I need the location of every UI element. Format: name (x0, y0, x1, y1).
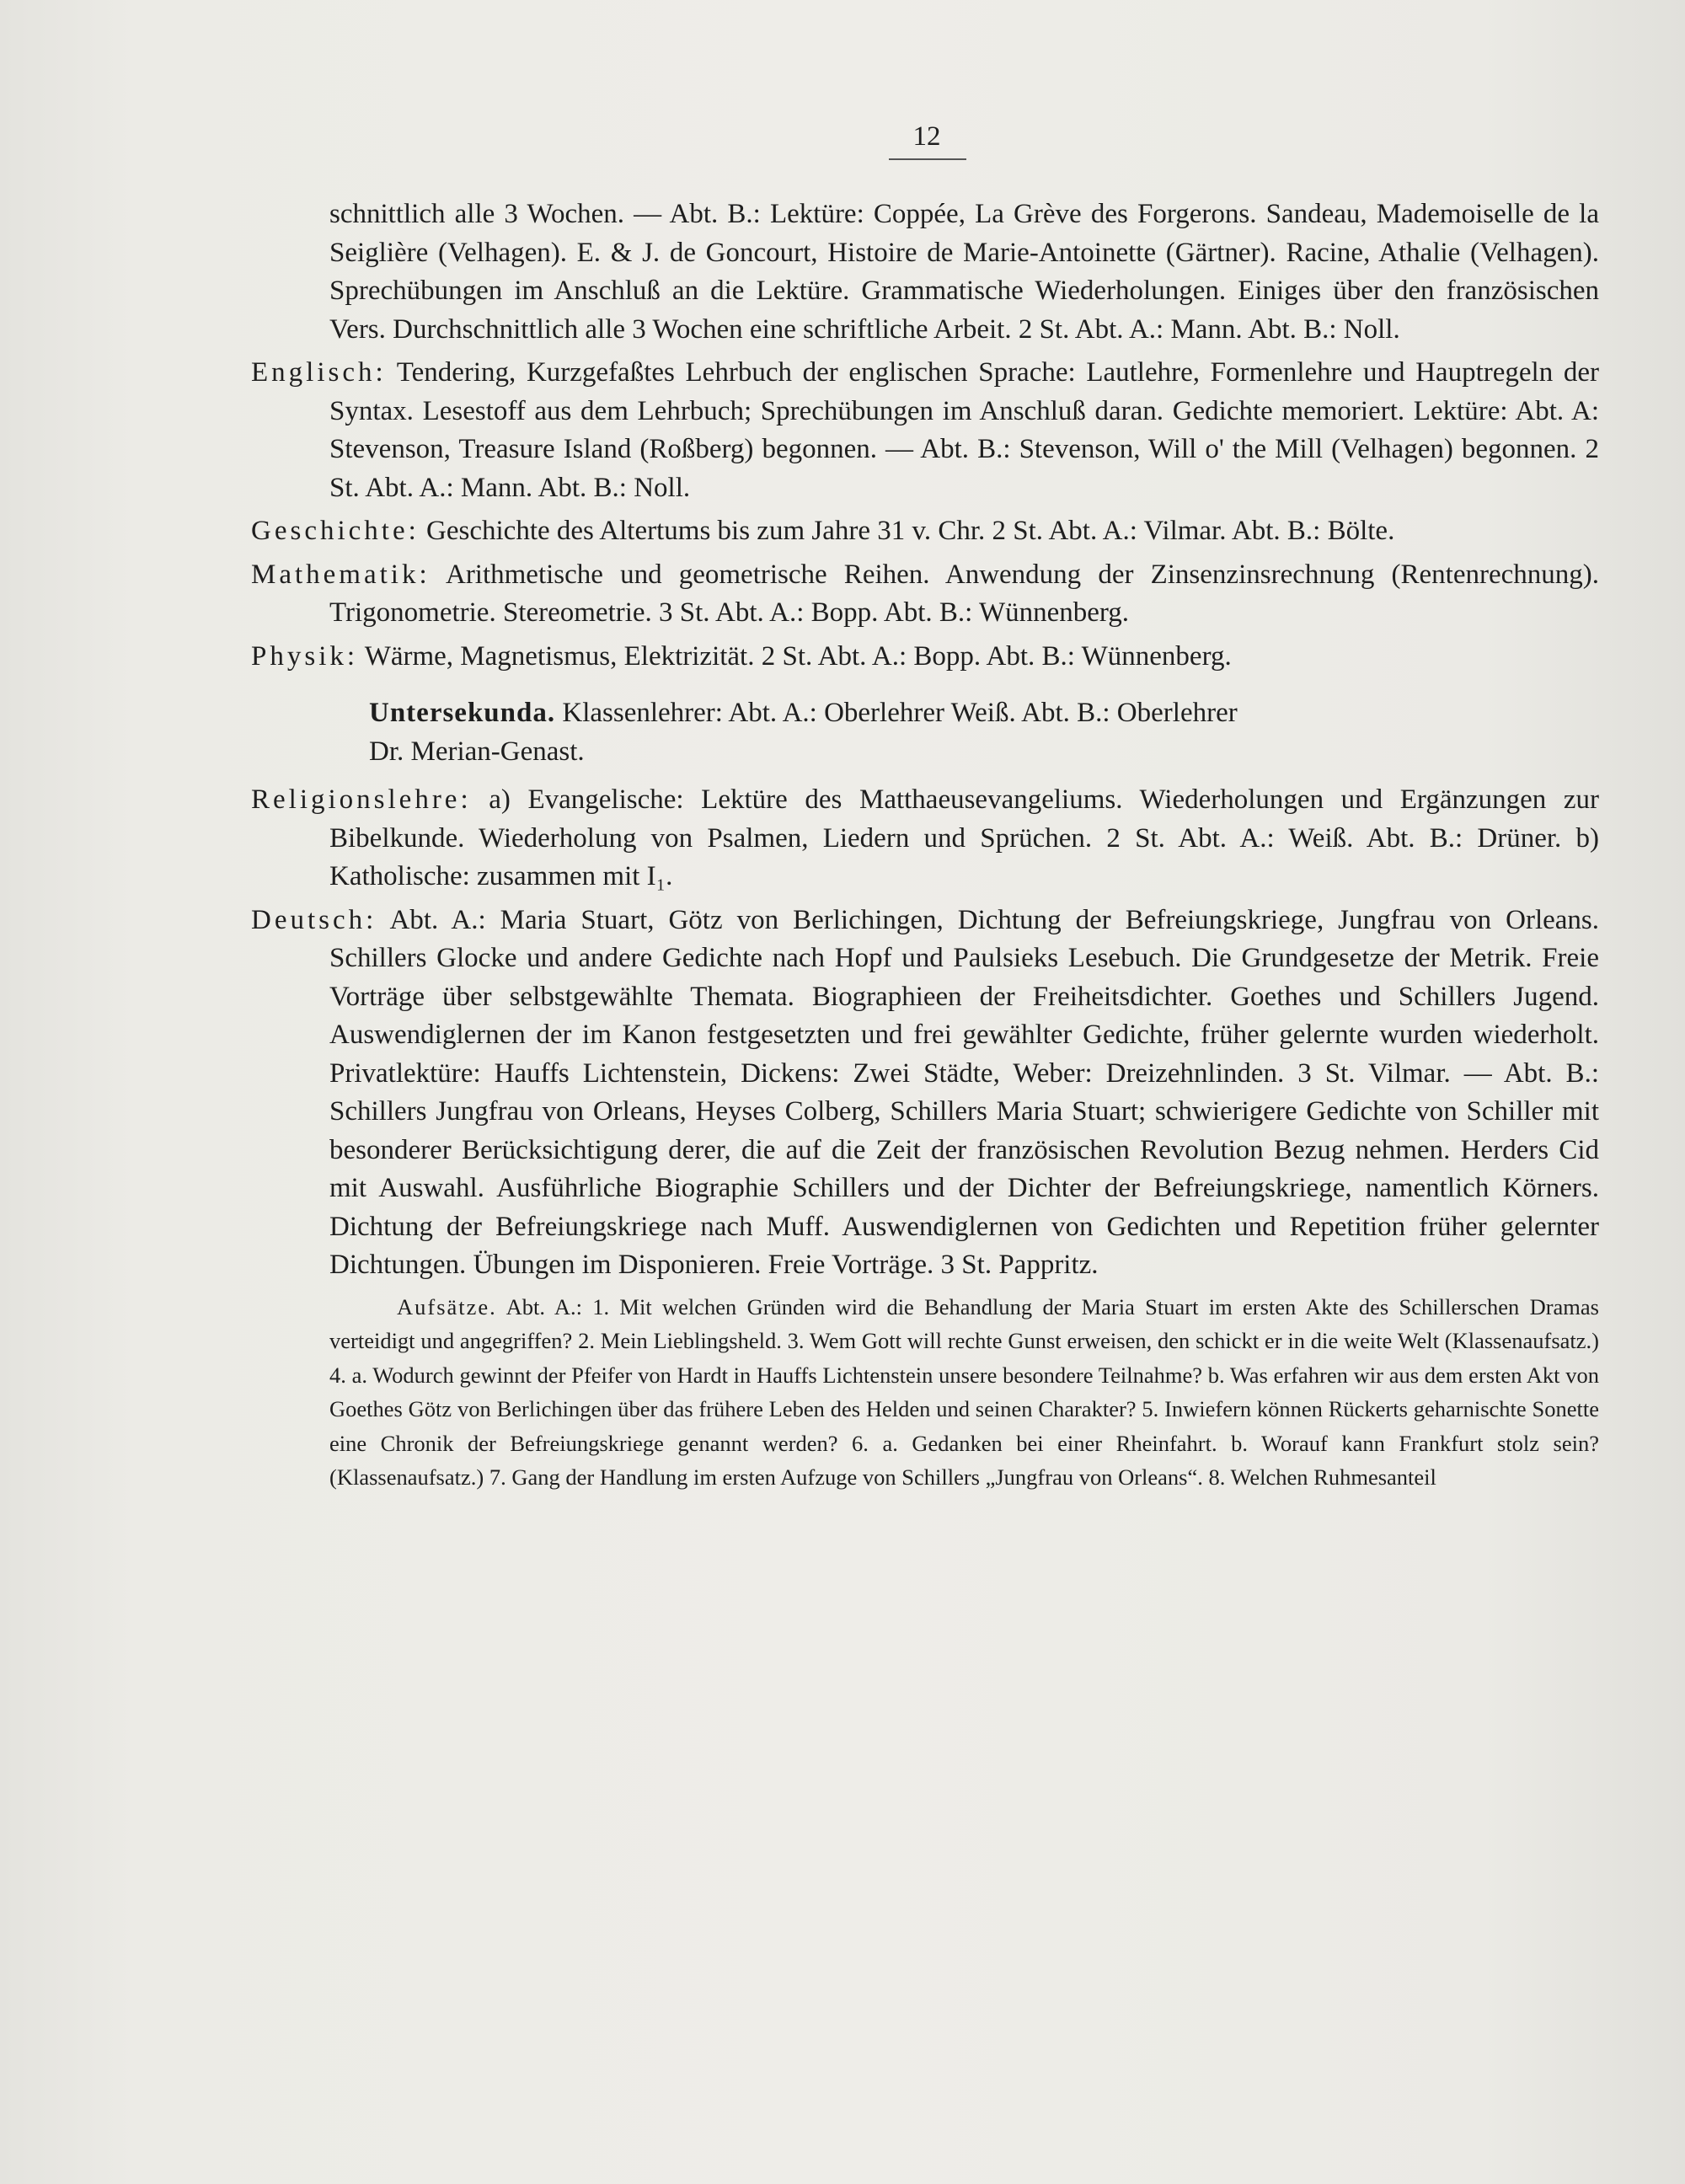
continuation-paragraph: schnittlich alle 3 Wochen. — Abt. B.: Lektüre: Coppée, La Grève des Forgerons. Sandeau, Mademoiselle de la Seiglière (Velhagen). E. & J. de Goncourt, Histoire de Marie-Antoinette (Gärtner). Racine, Athalie (Velhagen). Sprechübungen im Anschluß an die Lektüre. Grammatische Wiederholungen. Einiges über den französischen Vers. Durchschnittlich alle 3 Wochen eine schriftliche Arbeit. 2 St. Abt. A.: Mann. Abt. B.: Noll. (329, 199, 1599, 345)
subject-text: Arithmetische und geometrische Reihen. Anwendung der Zinsenzinsrechnung (Rentenrechnung). Trigonometrie. Stereometrie. 3 St. Abt. A.: Bopp. Abt. B.: Wünnenberg. (329, 559, 1599, 628)
class-teacher-line-2: Dr. Merian-Genast. (369, 736, 585, 767)
subject-englisch (251, 354, 1599, 507)
subject-heading: Religionslehre: (251, 784, 472, 815)
subject-text: a) Evangelische: Lektüre des Matthaeusevangeliums. Wiederholungen und Ergänzungen zur Bibelkunde. Wiederholung von Psalmen, Liedern und Sprüchen. 2 St. Abt. A.: Weiß. Abt. B.: Drüner. b) Katholische: zusammen mit I₁. (329, 784, 1599, 891)
aufsaetze-block (251, 1290, 1599, 1495)
page-number: 12 (912, 121, 941, 152)
subject-religionslehre (251, 781, 1599, 897)
subject-heading: Deutsch: (251, 904, 377, 935)
subject-mathematik (251, 556, 1599, 633)
subject-heading: Physik: (251, 640, 359, 672)
subject-heading: Geschichte: (251, 516, 420, 546)
subject-physik (251, 638, 1599, 677)
subject-text: Tendering, Kurzgefaßtes Lehrbuch der englischen Sprache: Lautlehre, Formenlehre und Hauptregeln der Syntax. Lesestoff aus dem Lehrbuch; Sprechübungen im Anschluß daran. Gedichte memoriert. Lektüre: Abt. A: Stevenson, Treasure Island (Roßberg) begonnen. — Abt. B.: Stevenson, Will o' the Mill (Velhagen) begonnen. 2 St. Abt. A.: Mann. Abt. B.: Noll. (329, 357, 1599, 503)
subject-text: Wärme, Magnetismus, Elektrizität. 2 St. Abt. A.: Bopp. Abt. B.: Wünnenberg. (364, 640, 1232, 672)
class-title: Untersekunda. (369, 698, 556, 728)
subject-heading: Mathematik: (251, 559, 431, 590)
subject-text: Abt. A.: Maria Stuart, Götz von Berlichingen, Dichtung der Befreiungskriege, Jungfrau von Orleans. Schillers Glocke und andere Gedichte nach Hopf und Paulsieks Lesebuch. Die Grundgesetze der Metrik. Freie Vorträge über selbstgewählte Themata. Biographieen der Freiheitsdichter. Goethes und Schillers Jugend. Auswendiglernen der im Kanon festgesetzten und frei gewählter Gedichte, früher gelernte wurden wiederholt. Privatlektüre: Hauffs Lichtenstein, Dickens: Zwei Städte, Weber: Dreizehnlinden. 3 St. Vilmar. — Abt. B.: Schillers Jungfrau von Orleans, Heyses Colberg, Schillers Maria Stuart; schwierigere Gedichte von Schiller mit besonderer Berücksichtigung derer, die auf die Zeit der französischen Revolution Bezug nehmen. Herders Cid mit Auswahl. Ausführliche Biographie Schillers und der Dichter der Befreiungskriege, namentlich Körners. Dichtung der Befreiungskriege nach Muff. Auswendiglernen von Gedichten und Repetition früher gelernter Dichtungen. Übungen im Disponieren. Freie Vorträge. 3 St. Pappritz. (329, 904, 1599, 1280)
aufsaetze-text: Abt. A.: 1. Mit welchen Gründen wird die Behandlung der Maria Stuart im ersten Akte des Schillerschen Dramas verteidigt und angegriffen? 2. Mein Lieblingsheld. 3. Wem Gott will rechte Gunst erweisen, den schickt er in die weite Welt (Klassenaufsatz.) 4. a. Wodurch gewinnt der Pfeifer von Hardt in Hauffs Lichtenstein unsere besondere Teilnahme? b. Was erfahren wir aus dem ersten Akt von Goethes Götz von Berlichingen über das frühere Leben des Helden und seinen Charakter? 5. Inwiefern können Rückerts geharnischte Sonette eine Chronik der Befreiungskriege genannt werden? 6. a. Gedanken bei einer Rheinfahrt. b. Worauf kann Frankfurt stolz sein? (Klassenaufsatz.) 7. Gang der Handlung im ersten Aufzuge von Schillers „Jungfrau von Orleans“. 8. Welchen Ruhmesanteil (329, 1293, 1599, 1490)
class-teacher-line: Klassenlehrer: Abt. A.: Oberlehrer Weiß. Abt. B.: Oberlehrer (562, 698, 1238, 728)
class-heading-untersekunda (251, 694, 1599, 771)
subject-text: Geschichte des Altertums bis zum Jahre 31 v. Chr. 2 St. Abt. A.: Vilmar. Abt. B.: Bölte. (426, 516, 1395, 546)
page-number-rule (889, 158, 966, 160)
subject-heading: Englisch: (251, 357, 387, 388)
subject-deutsch (251, 902, 1599, 1285)
subject-geschichte (251, 512, 1599, 551)
aufsaetze-heading: Aufsätze. (397, 1293, 497, 1320)
page-body (251, 195, 1599, 1495)
